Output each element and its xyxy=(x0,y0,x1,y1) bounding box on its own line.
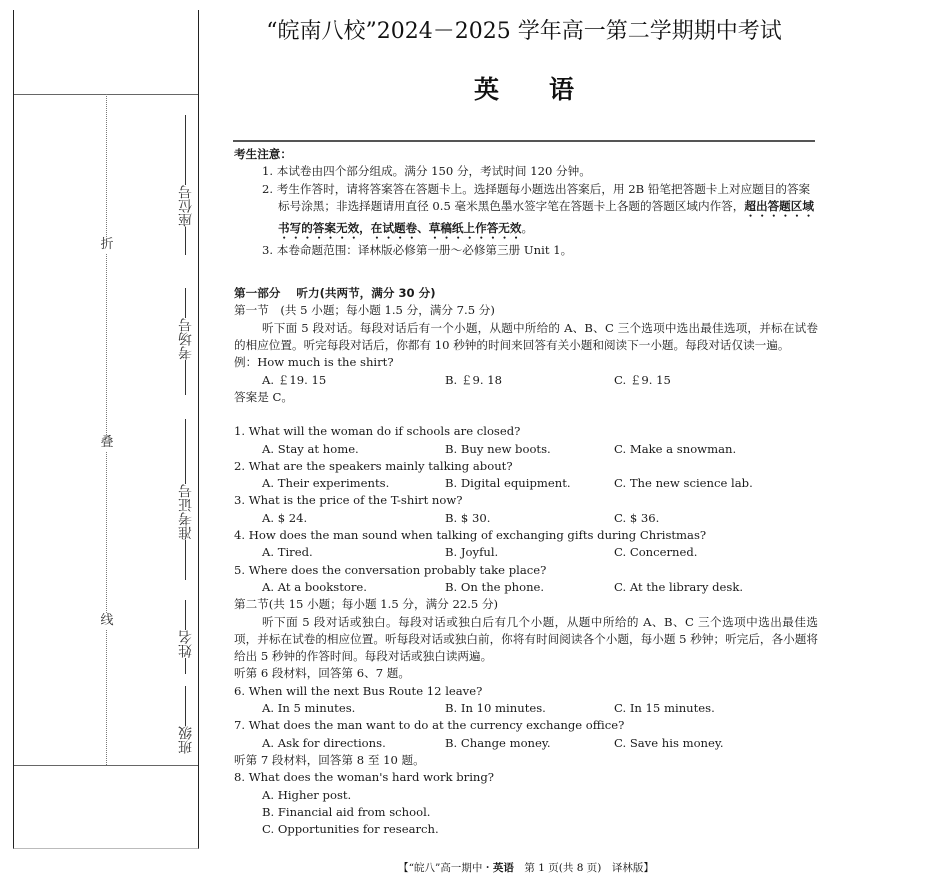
header-rule xyxy=(233,140,815,142)
q4-option-a: A. Tired. xyxy=(262,545,313,560)
q1-option-a: A. Stay at home. xyxy=(262,441,359,456)
example-option-c: C. ￡9. 15 xyxy=(614,372,671,387)
margin-divider-bottom xyxy=(14,765,198,766)
q8-option-b: B. Financial aid from school. xyxy=(262,804,431,819)
question-3: 3. What is the price of the T-shirt now? xyxy=(234,493,463,508)
footer-subject: 英语 xyxy=(492,862,514,874)
example-question: 例：How much is the shirt? xyxy=(234,355,394,370)
class-label: 班级 xyxy=(178,726,194,754)
question-5: 5. Where does the conversation probably take place? xyxy=(234,562,547,577)
seat-number-field[interactable] xyxy=(176,110,196,255)
fold-char-zhe: 折 xyxy=(98,237,116,253)
question-2: 2. What are the speakers mainly talking about? xyxy=(234,458,513,473)
fold-char-die: 叠 xyxy=(98,435,116,451)
footer-page-info: 第 1 页(共 8 页) 译林版】 xyxy=(513,862,654,874)
q5-option-c: C. At the library desk. xyxy=(614,579,744,594)
admission-ticket-field[interactable] xyxy=(176,405,196,580)
admission-ticket-label: 准考证号 xyxy=(178,484,194,540)
example-option-b: B. ￡9. 18 xyxy=(445,372,502,387)
fold-line xyxy=(106,94,107,765)
notice-heading: 考生注意： xyxy=(234,147,292,161)
question-1: 1. What will the woman do if schools are closed? xyxy=(234,424,521,439)
material-7-note: 听第 7 段材料，回答第 8 至 10 题。 xyxy=(234,752,425,767)
question-7: 7. What does the man want to do at the currency exchange office? xyxy=(234,718,625,733)
q7-option-a: A. Ask for directions. xyxy=(262,735,386,750)
example-option-a: A. ￡19. 15 xyxy=(262,372,327,387)
question-5-options xyxy=(234,579,818,596)
subject-title xyxy=(234,70,814,106)
question-6-options xyxy=(234,700,818,717)
question-7-options xyxy=(234,735,818,752)
section2-heading: 第二节(共 15 小题；每小题 1.5 分，满分 22.5 分) xyxy=(234,597,499,612)
q3-option-b: B. $ 30. xyxy=(445,510,491,525)
exam-room-label: 考场号 xyxy=(178,318,194,360)
q6-option-a: A. In 5 minutes. xyxy=(262,701,356,716)
q2-option-b: B. Digital equipment. xyxy=(445,476,571,491)
q1-option-b: B. Buy new boots. xyxy=(445,441,551,456)
question-1-options xyxy=(234,441,818,458)
section2-instructions: 听下面 5 段对话或独白。每段对话或独白后有几个小题，从题中所给的 A、B、C 三个选项中选出最佳选项，并标在试卷的相应位置。听每段对话或独白前，你将有时间阅读各个小题，每小题 5 秒钟；听完后，各小题将给出 5 秒钟的作答时间。每段对话或独白读两遍。 xyxy=(234,614,818,664)
fold-char-xian: 线 xyxy=(98,613,116,629)
question-4-options xyxy=(234,544,818,561)
footer-prefix: 【“皖八”高一期中・ xyxy=(398,862,493,874)
q1-option-c: C. Make a snowman. xyxy=(614,441,737,456)
q4-option-c: C. Concerned. xyxy=(614,545,698,560)
notice-item-3: 3. 本卷命题范围：译林版必修第一册～必修第三册 Unit 1。 xyxy=(262,242,573,257)
q6-option-b: B. In 10 minutes. xyxy=(445,701,546,716)
q4-option-b: B. Joyful. xyxy=(445,545,499,560)
question-8: 8. What does the woman's hard work bring? xyxy=(234,770,495,785)
example-answer: 答案是 C。 xyxy=(234,389,293,404)
name-label: 姓名 xyxy=(178,630,194,658)
name-field[interactable] xyxy=(176,588,196,674)
q2-option-c: C. The new science lab. xyxy=(614,476,753,491)
question-4: 4. How does the man sound when talking of exchanging gifts during Christmas? xyxy=(234,528,707,543)
question-3-options xyxy=(234,510,818,527)
example-options xyxy=(234,372,818,389)
q5-option-a: A. At a bookstore. xyxy=(262,579,367,594)
q3-option-c: C. $ 36. xyxy=(614,510,660,525)
seat-number-label: 座位号 xyxy=(178,185,194,227)
subject-char-1: 英 xyxy=(473,75,499,104)
binding-margin xyxy=(13,10,199,849)
page-footer xyxy=(234,860,818,875)
q6-option-c: C. In 15 minutes. xyxy=(614,701,715,716)
question-6: 6. When will the next Bus Route 12 leave? xyxy=(234,683,483,698)
section1-instructions: 听下面 5 段对话。每段对话后有一个小题，从题中所给的 A、B、C 三个选项中选出最佳选项，并标在试卷的相应位置。听完每段对话后，你都有 10 秒钟的时间来回答有关小题和阅读下一小题。每段对话仅读一遍。 xyxy=(234,320,818,353)
q7-option-b: B. Change money. xyxy=(445,735,551,750)
q7-option-c: C. Save his money. xyxy=(614,735,724,750)
question-2-options xyxy=(234,475,818,492)
exam-content xyxy=(234,146,818,838)
material-6-note: 听第 6 段材料，回答第 6、7 题。 xyxy=(234,666,410,681)
exam-title: “皖南八校”2024－2025 学年高一第二学期期中考试 xyxy=(266,19,782,44)
part1-heading: 第一部分 听力(共两节，满分 30 分) xyxy=(234,286,436,301)
q8-option-c: C. Opportunities for research. xyxy=(262,822,439,837)
section1-heading: 第一节 (共 5 小题；每小题 1.5 分，满分 7.5 分) xyxy=(234,303,495,318)
subject-char-2: 语 xyxy=(549,75,575,104)
q3-option-a: A. $ 24. xyxy=(262,510,308,525)
class-field[interactable] xyxy=(176,682,196,754)
exam-room-field[interactable] xyxy=(176,275,196,395)
notice-emphasis: 超出答题区域书写的答案无效，在试题卷、草稿纸上作答无效 xyxy=(278,198,814,235)
q5-option-b: B. On the phone. xyxy=(445,579,545,594)
q2-option-a: A. Their experiments. xyxy=(262,476,390,491)
notice-item-2: 2. 考生作答时，请将答案答在答题卡上。选择题每小题选出答案后，用 2B 铅笔把答题卡上对应题目的答案标号涂黑；非选择题请用直径 0.5 毫米黑色墨水签字笔在答题卡上各题的答题区域内作答，超出答题区域书写的答案无效，在试题卷、草稿纸上作答无效。 xyxy=(262,181,814,235)
q8-option-a: A. Higher post. xyxy=(262,787,352,802)
notice-item-1: 1. 本试卷由四个部分组成。满分 150 分，考试时间 120 分钟。 xyxy=(262,164,591,179)
